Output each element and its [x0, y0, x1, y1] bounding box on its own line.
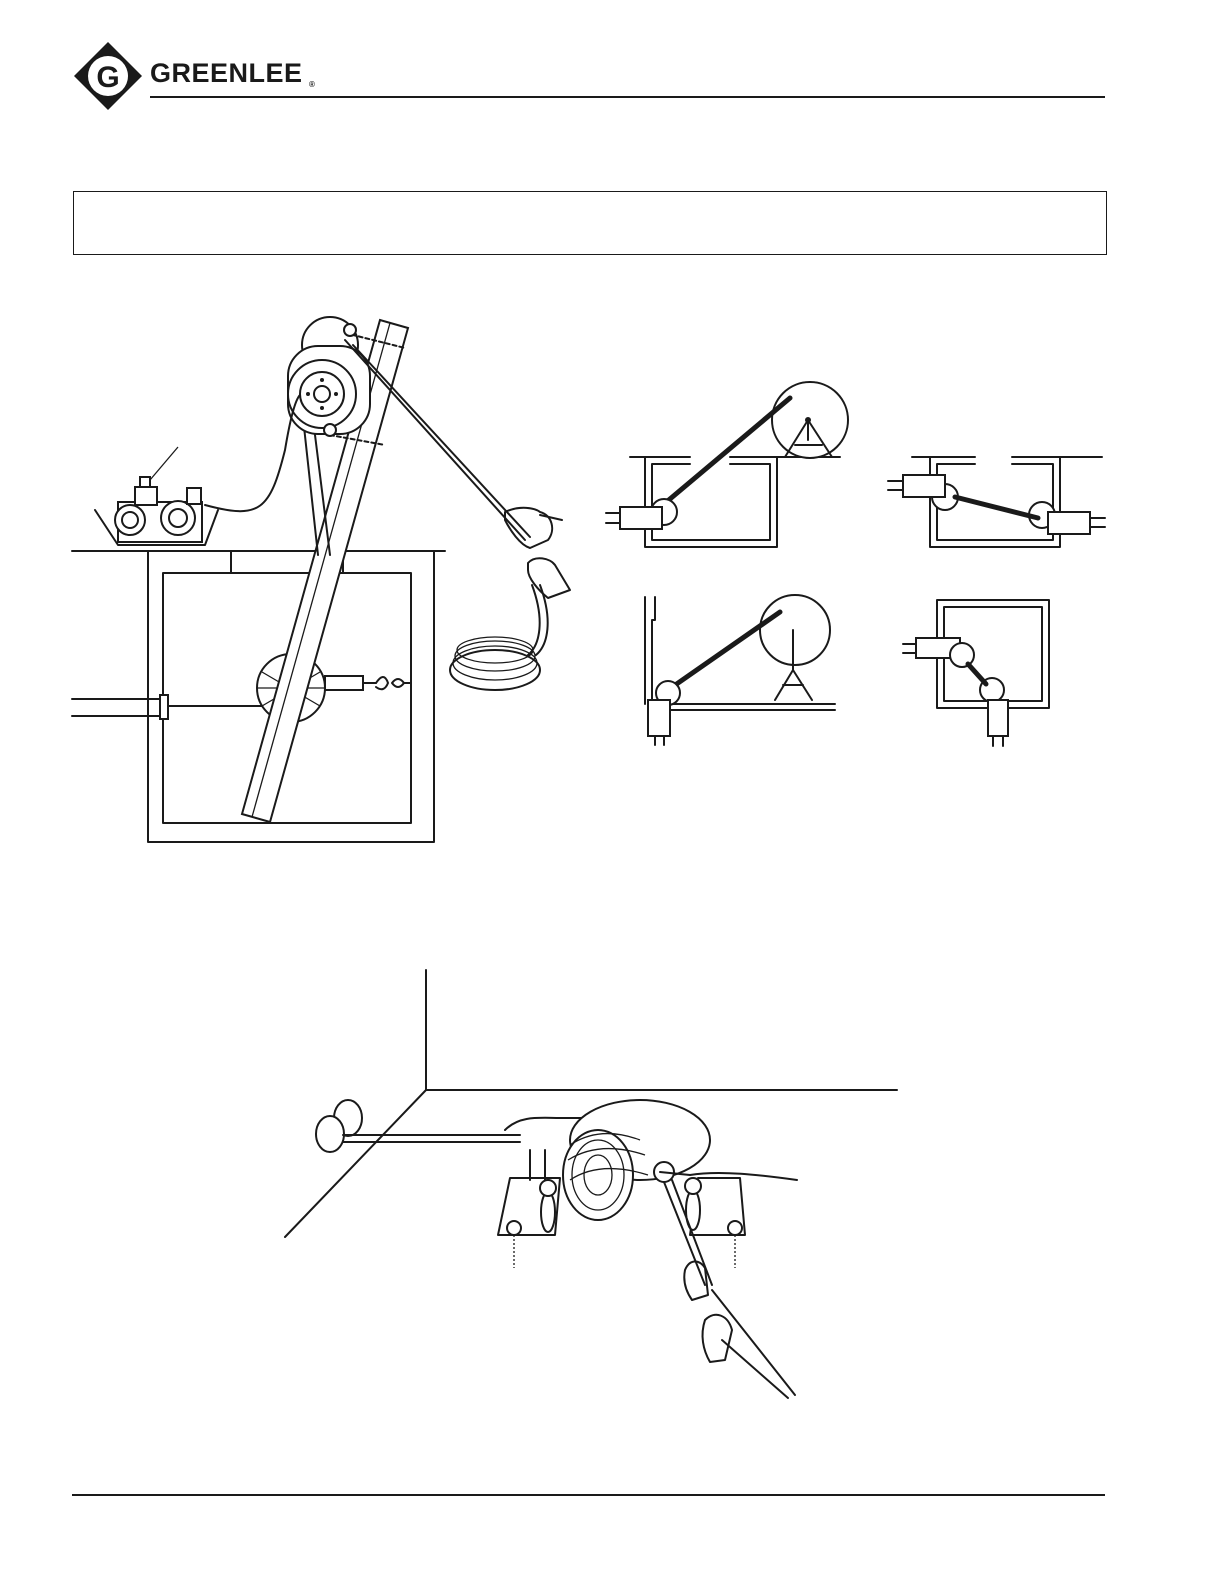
logo-letter: G: [96, 61, 120, 94]
brand-name: GREENLEE: [150, 58, 303, 88]
footer-rule: [72, 1494, 1105, 1496]
registered-mark: ®: [309, 80, 315, 89]
